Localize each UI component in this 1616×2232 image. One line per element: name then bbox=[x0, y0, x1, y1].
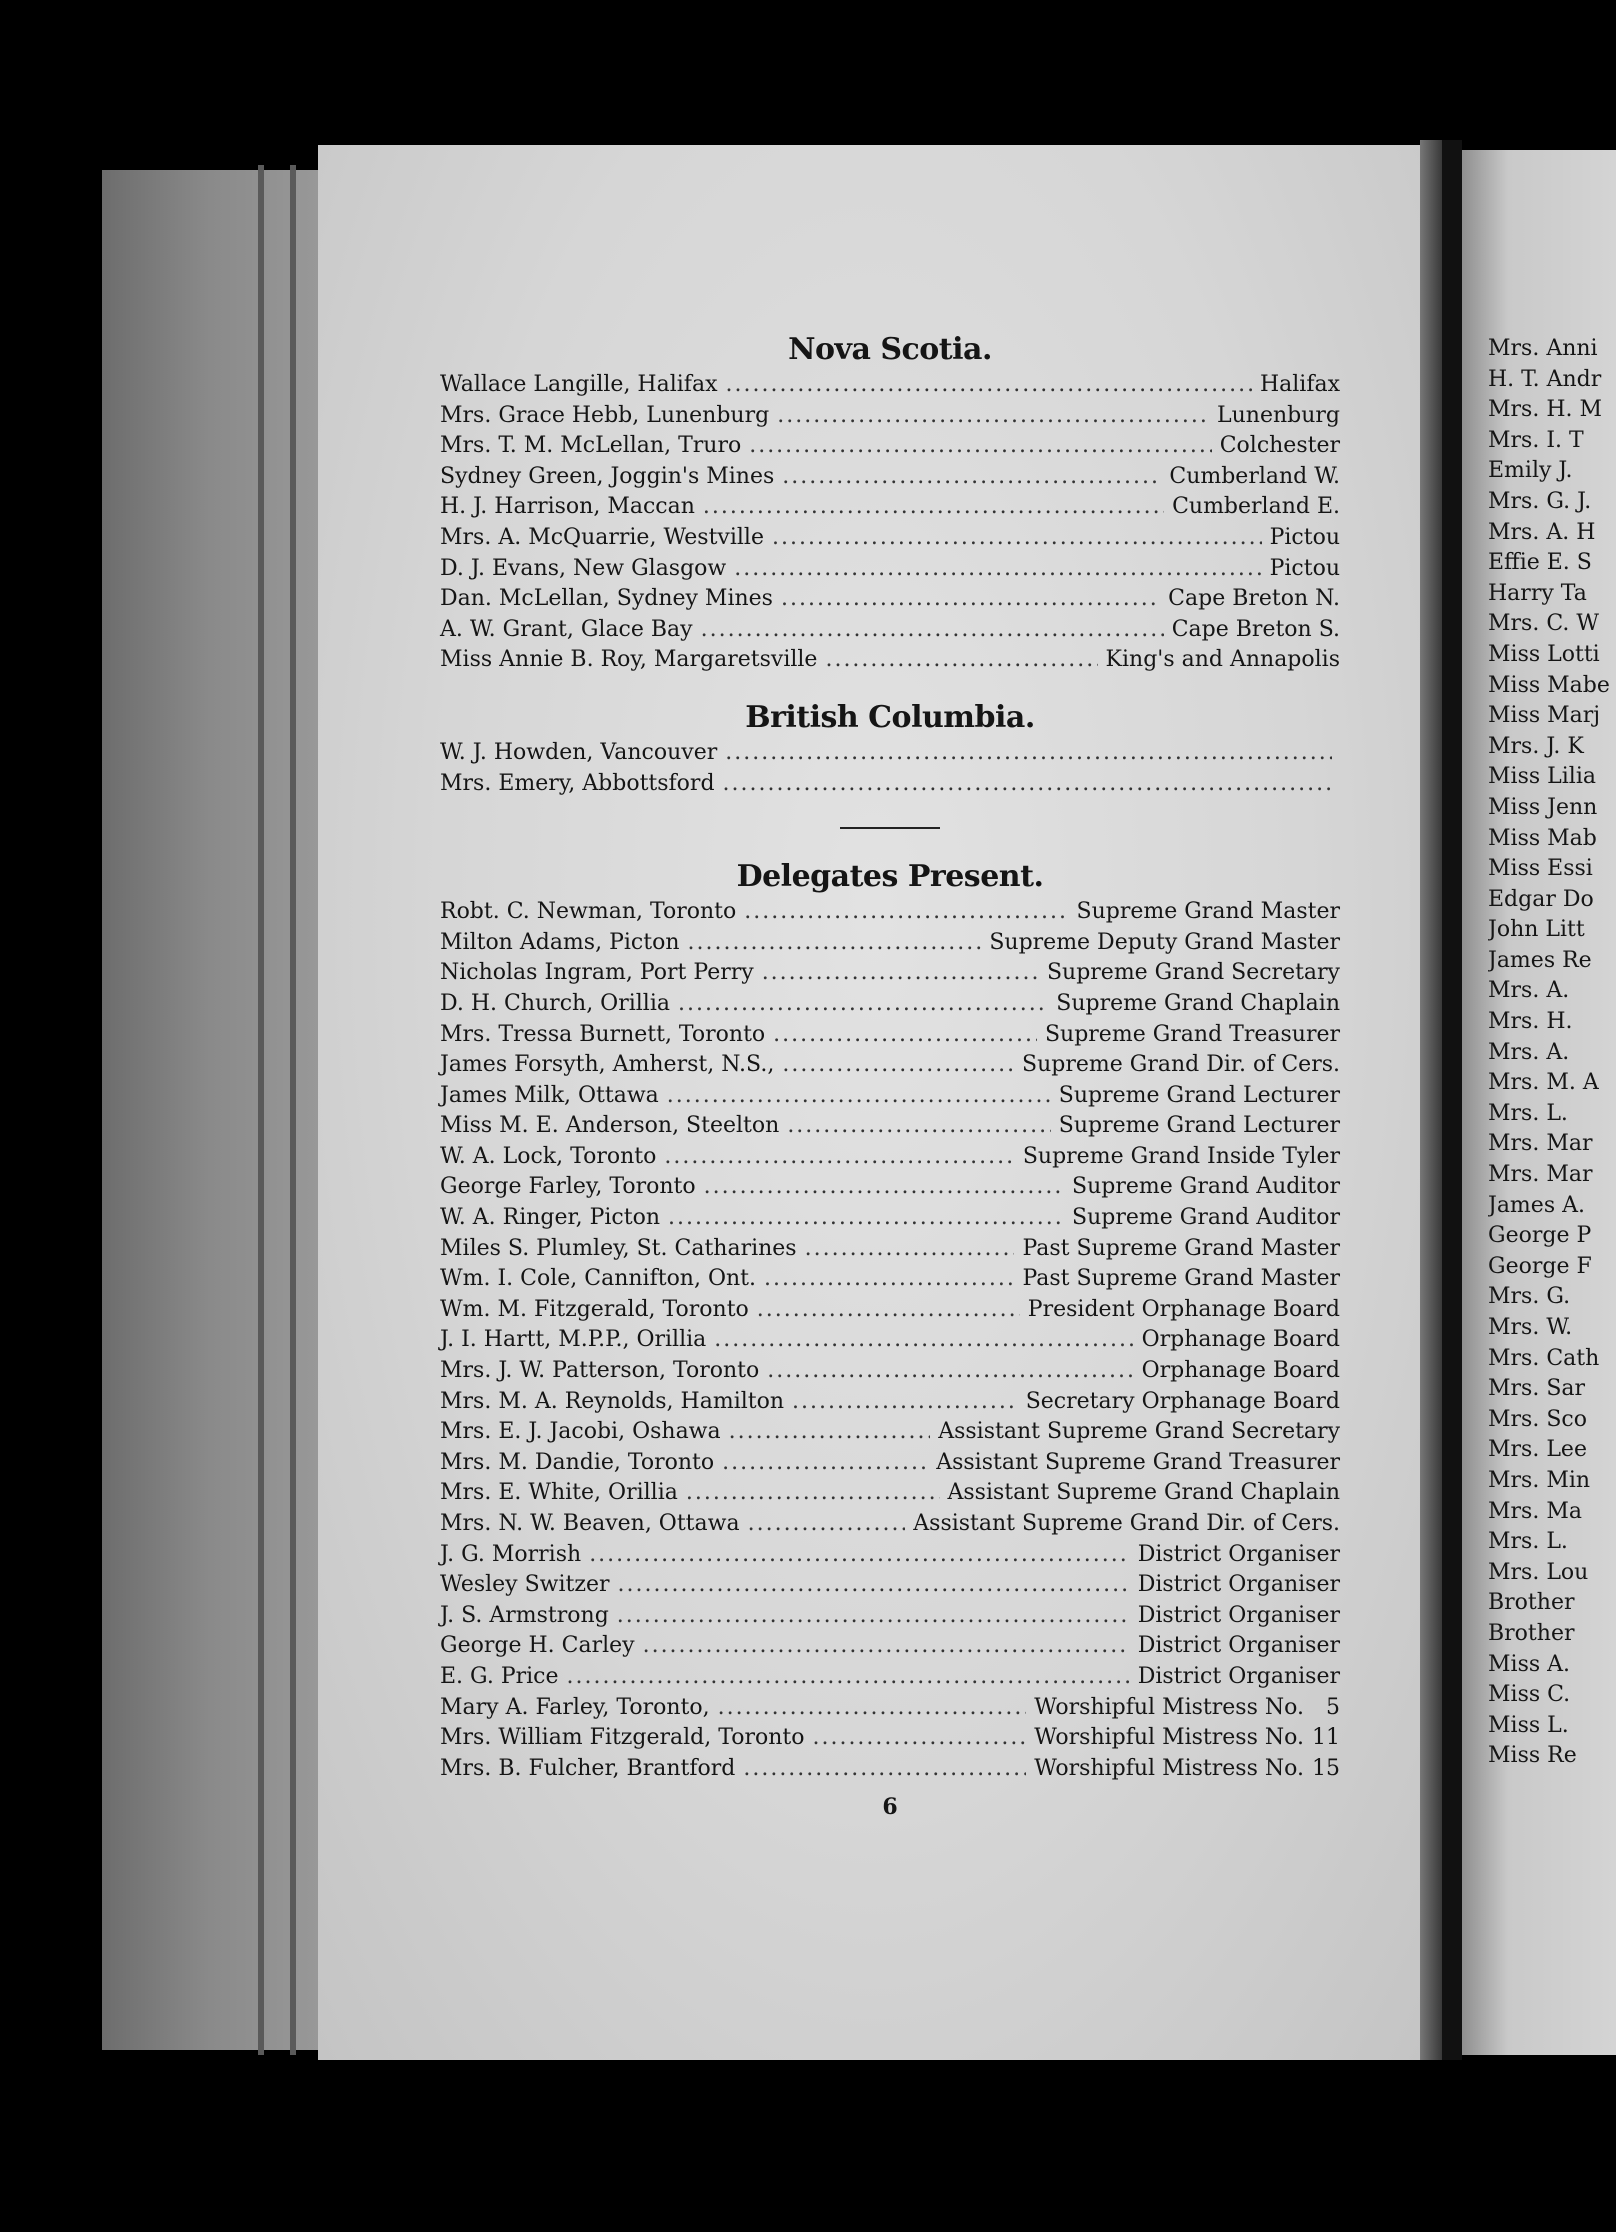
entry-role: Assistant Supreme Grand Secretary bbox=[938, 1419, 1340, 1445]
facing-page-line: Mrs. C. W bbox=[1488, 611, 1599, 637]
entry-name: Mary A. Farley, Toronto, bbox=[440, 1694, 710, 1720]
list-item bbox=[440, 1662, 1340, 1693]
section-title: British Columbia. bbox=[745, 699, 1035, 735]
entry-name: Wallace Langille, Halifax bbox=[440, 372, 718, 397]
facing-page-line: Mrs. H. bbox=[1488, 1009, 1573, 1035]
entry-role: Orphanage Board bbox=[1141, 1327, 1340, 1353]
list-item bbox=[440, 523, 1340, 554]
facing-page-line: Miss Marj bbox=[1488, 703, 1601, 729]
entry-role: Cumberland W. bbox=[1169, 463, 1340, 489]
list bbox=[440, 738, 1340, 799]
list-item bbox=[440, 769, 1340, 800]
entry-role: Supreme Grand Lecturer bbox=[1058, 1113, 1340, 1139]
entry-name: Wesley Switzer bbox=[440, 1572, 610, 1598]
entry-name: Mrs. N. W. Beaven, Ottawa bbox=[440, 1511, 740, 1536]
entry-role: Supreme Grand Inside Tyler bbox=[1022, 1143, 1340, 1169]
entry-name: Mrs. M. A. Reynolds, Hamilton bbox=[440, 1388, 785, 1414]
lodge-number: 11 bbox=[1312, 1725, 1340, 1751]
entry-name: W. J. Howden, Vancouver bbox=[440, 739, 718, 765]
facing-page-line: Harry Ta bbox=[1488, 580, 1587, 606]
list-item bbox=[440, 958, 1340, 989]
entry-name: Miss M. E. Anderson, Steelton bbox=[440, 1113, 780, 1139]
dot-leader bbox=[704, 1172, 1064, 1203]
list-item bbox=[440, 1356, 1340, 1387]
dot-leader bbox=[686, 1478, 940, 1509]
entry-role: Cape Breton S. bbox=[1171, 616, 1340, 642]
entry-name: Mrs. B. Fulcher, Brantford bbox=[440, 1755, 736, 1781]
dot-leader bbox=[667, 1081, 1051, 1112]
dot-leader bbox=[703, 492, 1164, 523]
section-delegates bbox=[440, 857, 1340, 1784]
underlying-pages bbox=[102, 170, 342, 2050]
dot-leader bbox=[767, 1356, 1133, 1387]
dot-leader bbox=[825, 645, 1097, 676]
dot-leader bbox=[743, 1754, 1026, 1785]
page-edge bbox=[290, 165, 296, 2055]
list-item bbox=[440, 431, 1340, 462]
entry-role: Supreme Grand Auditor bbox=[1072, 1174, 1340, 1200]
dot-leader bbox=[718, 1693, 1027, 1724]
list-item bbox=[440, 1448, 1340, 1479]
entry-role: Supreme Grand Lecturer bbox=[1058, 1082, 1340, 1108]
facing-page-line: Mrs. L. bbox=[1488, 1529, 1568, 1555]
facing-page-line: Mrs. Anni bbox=[1488, 336, 1598, 361]
entry-role: Cumberland E. bbox=[1172, 494, 1340, 520]
entry-name: Mrs. J. W. Patterson, Toronto bbox=[440, 1358, 760, 1384]
dot-leader bbox=[782, 462, 1161, 493]
dot-leader bbox=[643, 1631, 1130, 1662]
entry-role: Supreme Grand Dir. of Cers. bbox=[1022, 1052, 1340, 1078]
dot-leader bbox=[762, 958, 1039, 989]
section-british-columbia bbox=[440, 698, 1340, 799]
entry-name: Mrs. M. Dandie, Toronto bbox=[440, 1449, 715, 1475]
entry-name: A. W. Grant, Glace Bay bbox=[440, 616, 693, 642]
list-item bbox=[440, 554, 1340, 585]
dot-leader bbox=[734, 554, 1261, 585]
entry-name: George Farley, Toronto bbox=[440, 1174, 696, 1200]
entry-role: Supreme Deputy Grand Master bbox=[989, 929, 1340, 955]
list-item bbox=[440, 401, 1340, 432]
entry-name: Miss Annie B. Roy, Margaretsville bbox=[440, 647, 818, 673]
entry-name: James Milk, Ottawa bbox=[440, 1082, 659, 1108]
facing-page-line: Emily J. bbox=[1488, 458, 1573, 484]
lodge-number: 15 bbox=[1312, 1755, 1340, 1781]
entry-name: W. A. Ringer, Picton bbox=[440, 1205, 660, 1231]
entry-name: Mrs. E. White, Orillia bbox=[440, 1480, 678, 1506]
dot-leader bbox=[749, 431, 1212, 462]
facing-page-text bbox=[1488, 334, 1616, 1772]
list-item bbox=[440, 492, 1340, 523]
facing-page-line: Miss C. bbox=[1488, 1682, 1571, 1708]
entry-name: J. I. Hartt, M.P.P., Orillia bbox=[440, 1327, 707, 1353]
facing-page-line: Mrs. I. T bbox=[1488, 427, 1584, 453]
dot-leader bbox=[777, 401, 1209, 432]
facing-page-line: Mrs. A. bbox=[1488, 978, 1570, 1004]
facing-page-line: George P bbox=[1488, 1223, 1592, 1249]
list-item bbox=[440, 1478, 1340, 1509]
facing-page-line: John Litt bbox=[1488, 917, 1585, 943]
facing-page-line: Mrs. W. bbox=[1488, 1315, 1573, 1340]
dot-leader bbox=[664, 1142, 1014, 1173]
list bbox=[440, 897, 1340, 1784]
facing-page-line: Mrs. Mar bbox=[1488, 1162, 1593, 1188]
list-item bbox=[440, 1509, 1340, 1540]
entry-name: Mrs. Emery, Abbottsford bbox=[440, 770, 715, 796]
facing-page-line: James A. bbox=[1488, 1192, 1585, 1218]
entry-name: Mrs. Tressa Burnett, Toronto bbox=[440, 1021, 766, 1047]
entry-name: Dan. McLellan, Sydney Mines bbox=[440, 586, 773, 612]
facing-page-line: Edgar Do bbox=[1488, 886, 1594, 912]
entry-name: Mrs. Grace Hebb, Lunenburg bbox=[440, 402, 770, 428]
dot-leader bbox=[589, 1540, 1130, 1571]
facing-page-line: Mrs. Ma bbox=[1488, 1498, 1582, 1524]
list-item bbox=[440, 1723, 1340, 1754]
facing-page-line: Mrs. Mar bbox=[1488, 1131, 1593, 1157]
entry-name: J. S. Armstrong bbox=[440, 1602, 609, 1628]
dot-leader bbox=[787, 1111, 1050, 1142]
list-item bbox=[440, 1325, 1340, 1356]
entry-role: Halifax bbox=[1259, 372, 1340, 397]
facing-page-line: Mrs. Min bbox=[1488, 1467, 1591, 1493]
entry-name: H. J. Harrison, Maccan bbox=[440, 494, 695, 520]
facing-page-line: Mrs. Sco bbox=[1488, 1406, 1587, 1432]
list-item bbox=[440, 1754, 1340, 1785]
dot-leader bbox=[668, 1203, 1064, 1234]
entry-role: District Organiser bbox=[1137, 1663, 1340, 1689]
dot-leader bbox=[805, 1234, 1015, 1265]
list-item bbox=[440, 989, 1340, 1020]
entry-role: Secretary Orphanage Board bbox=[1025, 1388, 1340, 1414]
entry-role: District Organiser bbox=[1137, 1572, 1340, 1598]
entry-role: King's and Annapolis bbox=[1105, 647, 1340, 673]
dot-leader bbox=[678, 989, 1048, 1020]
facing-page-line: Miss Mabe bbox=[1488, 672, 1610, 698]
facing-page-line: Mrs. Lee bbox=[1488, 1437, 1587, 1463]
list-item bbox=[440, 1417, 1340, 1448]
dot-leader bbox=[764, 1264, 1014, 1295]
list-item bbox=[440, 1570, 1340, 1601]
dot-leader bbox=[567, 1662, 1130, 1693]
facing-page-line: Brother bbox=[1488, 1620, 1575, 1646]
entry-role: Pictou bbox=[1269, 524, 1340, 550]
entry-role: District Organiser bbox=[1137, 1541, 1340, 1567]
list-item bbox=[440, 1601, 1340, 1632]
entry-role: District Organiser bbox=[1137, 1633, 1340, 1659]
entry-role: Worshipful Mistress No. bbox=[1034, 1755, 1304, 1781]
dot-leader bbox=[714, 1325, 1133, 1356]
facing-page-line: Miss Essi bbox=[1488, 856, 1593, 882]
entry-role: Supreme Grand Master bbox=[1076, 899, 1340, 925]
entry-name: Mrs. T. M. McLellan, Truro bbox=[440, 433, 742, 459]
entry-role: Supreme Grand Chaplain bbox=[1056, 990, 1340, 1016]
list-item bbox=[440, 1203, 1340, 1234]
section-title: Delegates Present. bbox=[736, 859, 1044, 895]
entry-name: Nicholas Ingram, Port Perry bbox=[440, 960, 754, 986]
entry-role: Worshipful Mistress No. bbox=[1034, 1694, 1304, 1720]
page-number: 6 bbox=[882, 1794, 898, 1821]
list-item bbox=[440, 645, 1340, 676]
facing-page-line: Mrs. G. J. bbox=[1488, 488, 1592, 514]
entry-name: Miles S. Plumley, St. Catharines bbox=[440, 1235, 797, 1261]
dot-leader bbox=[757, 1295, 1020, 1326]
entry-name: George H. Carley bbox=[440, 1633, 635, 1659]
list-item bbox=[440, 462, 1340, 493]
page-content bbox=[440, 330, 1340, 1820]
dot-leader bbox=[782, 1050, 1014, 1081]
list-item bbox=[440, 1540, 1340, 1571]
entry-role: Pictou bbox=[1269, 555, 1340, 581]
book-spine bbox=[1442, 140, 1462, 2060]
facing-page-line: Mrs. Sar bbox=[1488, 1376, 1586, 1402]
list-item bbox=[440, 615, 1340, 646]
facing-page-line: Miss Jenn bbox=[1488, 794, 1598, 820]
entry-role: Past Supreme Grand Master bbox=[1022, 1235, 1340, 1261]
entry-role: President Orphanage Board bbox=[1027, 1296, 1340, 1322]
entry-name: Mrs. A. McQuarrie, Westville bbox=[440, 524, 764, 550]
dot-leader bbox=[688, 928, 982, 959]
facing-page-line: Mrs. Lou bbox=[1488, 1559, 1589, 1585]
entry-name: Milton Adams, Picton bbox=[440, 929, 680, 955]
entry-name: Mrs. William Fitzgerald, Toronto bbox=[440, 1725, 805, 1751]
entry-role: Supreme Grand Secretary bbox=[1046, 960, 1340, 986]
entry-name: James Forsyth, Amherst, N.S., bbox=[440, 1052, 775, 1078]
facing-page-line: Miss Lilia bbox=[1488, 764, 1596, 790]
facing-page-line: Mrs. J. K bbox=[1488, 733, 1584, 759]
list-item bbox=[440, 370, 1340, 401]
facing-page-line: Mrs. Cath bbox=[1488, 1345, 1600, 1371]
facing-page-line: Mrs. A. bbox=[1488, 1039, 1570, 1065]
entry-role: Assistant Supreme Grand Dir. of Cers. bbox=[913, 1511, 1340, 1536]
lodge-number: 5 bbox=[1326, 1694, 1340, 1720]
dot-leader bbox=[744, 897, 1068, 928]
dot-leader bbox=[618, 1570, 1130, 1601]
list-item bbox=[440, 1142, 1340, 1173]
entry-name: Sydney Green, Joggin's Mines bbox=[440, 463, 775, 489]
entry-role: Supreme Grand Auditor bbox=[1072, 1205, 1340, 1231]
list-item bbox=[440, 1264, 1340, 1295]
facing-page-line: James Re bbox=[1488, 947, 1592, 973]
facing-page-line: Mrs. A. H bbox=[1488, 519, 1596, 545]
list bbox=[440, 370, 1340, 676]
dot-leader bbox=[701, 615, 1164, 646]
dot-leader bbox=[725, 370, 1251, 401]
facing-page-line: Brother bbox=[1488, 1590, 1575, 1616]
list-item bbox=[440, 1020, 1340, 1051]
list-item bbox=[440, 1081, 1340, 1112]
dot-leader bbox=[617, 1601, 1130, 1632]
facing-page-line: Miss L. bbox=[1488, 1712, 1569, 1738]
facing-page-line: Mrs. L. bbox=[1488, 1100, 1568, 1126]
entry-role: Worshipful Mistress No. bbox=[1034, 1725, 1304, 1751]
dot-leader bbox=[773, 1020, 1037, 1051]
dot-leader bbox=[748, 1509, 906, 1540]
entry-role: Lunenburg bbox=[1217, 402, 1340, 428]
entry-role: Colchester bbox=[1219, 433, 1340, 459]
list-item bbox=[440, 1234, 1340, 1265]
entry-role: Assistant Supreme Grand Treasurer bbox=[936, 1449, 1340, 1475]
entry-role: Past Supreme Grand Master bbox=[1022, 1266, 1340, 1292]
entry-name: D. H. Church, Orillia bbox=[440, 990, 670, 1016]
dot-leader bbox=[772, 523, 1262, 554]
entry-role: Cape Breton N. bbox=[1168, 586, 1340, 612]
facing-page-line: Miss Mab bbox=[1488, 825, 1597, 851]
entry-role: District Organiser bbox=[1137, 1602, 1340, 1628]
facing-page-line: Mrs. G. bbox=[1488, 1284, 1571, 1310]
list-item bbox=[440, 1111, 1340, 1142]
facing-page-line: Effie E. S bbox=[1488, 550, 1592, 576]
entry-role: Orphanage Board bbox=[1141, 1358, 1340, 1384]
facing-page-line: George F bbox=[1488, 1253, 1592, 1279]
dot-leader bbox=[812, 1723, 1026, 1754]
facing-page-line: Miss Re bbox=[1488, 1743, 1577, 1769]
list-item bbox=[440, 1050, 1340, 1081]
section-title: Nova Scotia. bbox=[788, 332, 992, 367]
entry-name: W. A. Lock, Toronto bbox=[440, 1143, 657, 1169]
facing-page-line: Mrs. M. A bbox=[1488, 1070, 1599, 1096]
list-item bbox=[440, 738, 1340, 769]
entry-name: Robt. C. Newman, Toronto bbox=[440, 899, 737, 925]
list-item bbox=[440, 1693, 1340, 1724]
entry-role: Supreme Grand Treasurer bbox=[1044, 1021, 1340, 1047]
page-edge bbox=[258, 165, 264, 2055]
list-item bbox=[440, 1295, 1340, 1326]
dot-leader bbox=[725, 738, 1332, 769]
list-item bbox=[440, 1631, 1340, 1662]
list-item bbox=[440, 584, 1340, 615]
dot-leader bbox=[792, 1387, 1018, 1418]
dot-leader bbox=[723, 769, 1332, 800]
dot-leader bbox=[729, 1417, 931, 1448]
facing-page-line: Mrs. H. M bbox=[1488, 397, 1603, 423]
entry-name: Mrs. E. J. Jacobi, Oshawa bbox=[440, 1419, 721, 1445]
divider bbox=[840, 827, 940, 829]
entry-name: Wm. I. Cole, Cannifton, Ont. bbox=[440, 1266, 757, 1292]
entry-name: J. G. Morrish bbox=[440, 1541, 582, 1567]
list-item bbox=[440, 1387, 1340, 1418]
facing-page-line: Miss A. bbox=[1488, 1651, 1571, 1677]
entry-role: Assistant Supreme Grand Chaplain bbox=[947, 1480, 1340, 1506]
list-item bbox=[440, 1172, 1340, 1203]
list-item bbox=[440, 897, 1340, 928]
dot-leader bbox=[722, 1448, 928, 1479]
facing-page-line: Miss Lotti bbox=[1488, 641, 1600, 667]
entry-name: Wm. M. Fitzgerald, Toronto bbox=[440, 1296, 749, 1322]
section-nova-scotia bbox=[440, 330, 1340, 676]
entry-name: D. J. Evans, New Glasgow bbox=[440, 555, 727, 581]
entry-name: E. G. Price bbox=[440, 1663, 559, 1689]
facing-page-line: H. T. Andr bbox=[1488, 366, 1602, 392]
dot-leader bbox=[781, 584, 1160, 615]
list-item bbox=[440, 928, 1340, 959]
